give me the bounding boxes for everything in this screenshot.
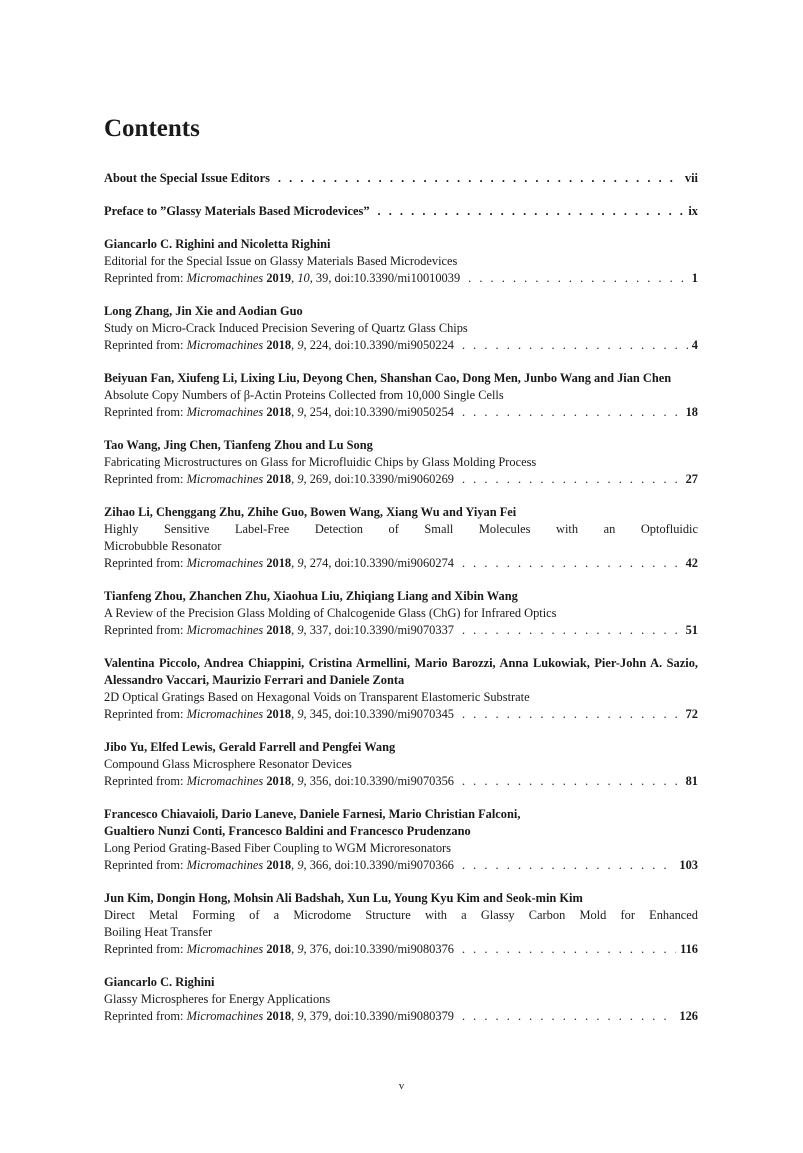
pub-volume: 9 xyxy=(297,707,304,721)
toc-entry-authors: Jibo Yu, Elfed Lewis, Gerald Farrell and Pengfei Wang xyxy=(104,740,396,754)
toc-entry-authors: Beiyuan Fan, Xiufeng Li, Lixing Liu, Deyong Chen, Shanshan Cao, Dong Men, Junbo Wang and Jian Chen xyxy=(104,371,672,385)
reprint-prefix: Reprinted from: xyxy=(104,1009,184,1023)
toc-page-number: 72 xyxy=(685,707,698,721)
toc-entry-authors: Gualtiero Nunzi Conti, Francesco Baldini and Francesco Prudenzano xyxy=(104,824,471,838)
toc-entry[interactable] xyxy=(104,890,698,958)
pub-article: 337 xyxy=(309,623,329,637)
toc-page-number: 27 xyxy=(685,472,698,486)
pub-year: 2018 xyxy=(266,858,292,872)
dot-leader xyxy=(462,337,688,354)
toc-entry-reference: Reprinted from: Micromachines 2018, 9, 337, doi:10.3390/mi9070337 . . . 51 xyxy=(104,622,698,639)
toc-page-number: 4 xyxy=(691,338,698,352)
reprint-prefix: Reprinted from: xyxy=(104,623,184,637)
pub-volume: 9 xyxy=(297,472,304,486)
toc-entry-authors: Valentina Piccolo, Andrea Chiappini, Cristina Armellini, Mario Barozzi, Anna Lukowiak, Pier-John A. Sazio, Alessandro Vaccari, Maurizio Ferrari and Daniele Zonta xyxy=(104,656,698,687)
toc-page-number: 81 xyxy=(685,774,698,788)
pub-volume: 9 xyxy=(297,774,304,788)
dot-leader xyxy=(468,270,688,287)
dot-leader xyxy=(278,170,681,187)
toc-entry[interactable] xyxy=(104,437,698,488)
toc-entry-title: Highly Sensitive Label-Free Detection of Small Molecules with an Optofluidic xyxy=(104,522,698,536)
pub-volume: 9 xyxy=(297,1009,304,1023)
pub-article: 366 xyxy=(309,858,329,872)
pub-doi: doi:10.3390/mi9070356 xyxy=(334,774,454,788)
toc-entry-authors: Zihao Li, Chenggang Zhu, Zhihe Guo, Bowen Wang, Xiang Wu and Yiyan Fei xyxy=(104,505,517,519)
pub-doi: doi:10.3390/mi9050224 xyxy=(334,338,454,352)
dot-leader xyxy=(462,857,675,874)
toc-entry-authors: Giancarlo C. Righini and Nicoletta Righini xyxy=(104,237,331,251)
pub-year: 2018 xyxy=(266,774,292,788)
toc-entry-reference: Reprinted from: Micromachines 2018, 9, 224, doi:10.3390/mi9050224 . . . 4 xyxy=(104,337,698,354)
page-number-footer: v xyxy=(398,1080,405,1092)
toc-page-number: 116 xyxy=(680,942,698,956)
toc-entry-title: 2D Optical Gratings Based on Hexagonal Voids on Transparent Elastomeric Substrate xyxy=(104,690,530,704)
pub-article: 224 xyxy=(309,338,329,352)
pub-doi: doi:10.3390/mi9070337 xyxy=(334,623,454,637)
toc-page-number: 1 xyxy=(691,271,698,285)
pub-doi: doi:10.3390/mi9060269 xyxy=(334,472,454,486)
dot-leader xyxy=(462,941,676,958)
toc-entry-reference: Reprinted from: Micromachines 2019, 10, 39, doi:10.3390/mi10010039 . . . 1 xyxy=(104,270,698,287)
toc-entry-reference: Reprinted from: Micromachines 2018, 9, 379, doi:10.3390/mi9080379 . . . 126 xyxy=(104,1008,698,1025)
pub-year: 2018 xyxy=(266,405,292,419)
toc-entry-authors: Tianfeng Zhou, Zhanchen Zhu, Xiaohua Liu, Zhiqiang Liang and Xibin Wang xyxy=(104,589,518,603)
dot-leader xyxy=(462,706,682,723)
toc-entry[interactable] xyxy=(104,974,698,1025)
toc-entry-title: Editorial for the Special Issue on Glassy Materials Based Microdevices xyxy=(104,254,458,268)
pub-volume: 9 xyxy=(297,556,304,570)
reprint-prefix: Reprinted from: xyxy=(104,858,184,872)
pub-doi: doi:10.3390/mi9050254 xyxy=(334,405,454,419)
dot-leader xyxy=(462,1008,675,1025)
journal-name: Micromachines xyxy=(186,1009,264,1023)
toc-entry-title: Compound Glass Microsphere Resonator Devices xyxy=(104,757,352,771)
toc-entry[interactable] xyxy=(104,806,698,874)
pub-doi: doi:10.3390/mi9070366 xyxy=(334,858,454,872)
toc-entry-authors: Giancarlo C. Righini xyxy=(104,975,215,989)
toc-entry-title: Absolute Copy Numbers of β-Actin Proteins Collected from 10,000 Single Cells xyxy=(104,388,504,402)
pub-volume: 9 xyxy=(297,405,304,419)
toc-page-number: ix xyxy=(688,204,698,218)
toc-page-number: 51 xyxy=(685,623,698,637)
toc-entry-reference: Reprinted from: Micromachines 2018, 9, 345, doi:10.3390/mi9070345 . . . 72 xyxy=(104,706,698,723)
pub-volume: 9 xyxy=(297,858,304,872)
pub-doi: doi:10.3390/mi9060274 xyxy=(334,556,454,570)
toc-entry[interactable] xyxy=(104,588,698,639)
toc-entry-authors: Jun Kim, Dongin Hong, Mohsin Ali Badshah, Xun Lu, Young Kyu Kim and Seok-min Kim xyxy=(104,891,583,905)
dot-leader xyxy=(462,471,682,488)
toc-front-matter-label: Preface to ”Glassy Materials Based Microdevices” xyxy=(104,204,370,218)
reprint-prefix: Reprinted from: xyxy=(104,774,184,788)
journal-name: Micromachines xyxy=(186,623,264,637)
pub-year: 2018 xyxy=(266,338,292,352)
toc-entry-title: Direct Metal Forming of a Microdome Structure with a Glassy Carbon Mold for Enhanced xyxy=(104,908,698,922)
toc-page-number: 103 xyxy=(679,858,698,872)
pub-article: 269 xyxy=(309,472,329,486)
toc-entry-authors: Francesco Chiavaioli, Dario Laneve, Daniele Farnesi, Mario Christian Falconi, xyxy=(104,807,521,821)
pub-volume: 10 xyxy=(297,271,310,285)
pub-year: 2018 xyxy=(266,1009,292,1023)
journal-name: Micromachines xyxy=(186,774,264,788)
journal-name: Micromachines xyxy=(186,942,264,956)
journal-name: Micromachines xyxy=(186,472,264,486)
pub-article: 274 xyxy=(309,556,329,570)
pub-year: 2018 xyxy=(266,942,292,956)
toc-entry-title: A Review of the Precision Glass Molding of Chalcogenide Glass (ChG) for Infrared Optics xyxy=(104,606,557,620)
toc-entry-title: Microbubble Resonator xyxy=(104,539,222,553)
toc-entry-title: Fabricating Microstructures on Glass for Microfluidic Chips by Glass Molding Process xyxy=(104,455,537,469)
pub-article: 39 xyxy=(315,271,329,285)
reprint-prefix: Reprinted from: xyxy=(104,405,184,419)
journal-name: Micromachines xyxy=(186,405,264,419)
toc-entry-title: Study on Micro-Crack Induced Precision Severing of Quartz Glass Chips xyxy=(104,321,468,335)
reprint-prefix: Reprinted from: xyxy=(104,942,184,956)
toc-entry-title: Boiling Heat Transfer xyxy=(104,925,213,939)
toc-entry[interactable] xyxy=(104,236,698,287)
reprint-prefix: Reprinted from: xyxy=(104,707,184,721)
toc-page-number: 126 xyxy=(679,1009,698,1023)
pub-article: 379 xyxy=(309,1009,329,1023)
pub-doi: doi:10.3390/mi9080379 xyxy=(334,1009,454,1023)
toc-front-matter-item[interactable] xyxy=(104,203,698,220)
pub-doi: doi:10.3390/mi10010039 xyxy=(334,271,461,285)
pub-year: 2018 xyxy=(266,556,292,570)
toc-entry[interactable] xyxy=(104,504,698,572)
dot-leader xyxy=(378,203,685,220)
toc-page-number: vii xyxy=(684,171,698,185)
pub-volume: 9 xyxy=(297,623,304,637)
pub-year: 2018 xyxy=(266,623,292,637)
dot-leader xyxy=(462,404,682,421)
dot-leader xyxy=(462,622,682,639)
toc-entry-reference: Reprinted from: Micromachines 2018, 9, 269, doi:10.3390/mi9060269 . . . 27 xyxy=(104,471,698,488)
pub-article: 345 xyxy=(309,707,329,721)
toc-entry-reference: Reprinted from: Micromachines 2018, 9, 366, doi:10.3390/mi9070366 . . . 103 xyxy=(104,857,698,874)
pub-doi: doi:10.3390/mi9080376 xyxy=(334,942,454,956)
reprint-prefix: Reprinted from: xyxy=(104,556,184,570)
pub-year: 2018 xyxy=(266,472,292,486)
pub-volume: 9 xyxy=(297,942,304,956)
journal-name: Micromachines xyxy=(186,707,264,721)
reprint-prefix: Reprinted from: xyxy=(104,271,184,285)
toc-page-number: 18 xyxy=(685,405,698,419)
toc-entry[interactable] xyxy=(104,370,698,421)
reprint-prefix: Reprinted from: xyxy=(104,338,184,352)
toc-entry[interactable] xyxy=(104,655,698,723)
page-title: Contents xyxy=(104,115,200,142)
journal-name: Micromachines xyxy=(186,338,264,352)
toc-entry-reference: Reprinted from: Micromachines 2018, 9, 254, doi:10.3390/mi9050254 . . . 18 xyxy=(104,404,698,421)
toc-front-matter-label: About the Special Issue Editors xyxy=(104,171,270,185)
toc-entry-title: Long Period Grating-Based Fiber Coupling to WGM Microresonators xyxy=(104,841,452,855)
toc-entry-reference: Reprinted from: Micromachines 2018, 9, 356, doi:10.3390/mi9070356 . . . 81 xyxy=(104,773,698,790)
reprint-prefix: Reprinted from: xyxy=(104,472,184,486)
toc-front-matter-item[interactable] xyxy=(104,170,698,187)
pub-doi: doi:10.3390/mi9070345 xyxy=(334,707,454,721)
dot-leader xyxy=(462,555,682,572)
pub-article: 254 xyxy=(309,405,329,419)
journal-name: Micromachines xyxy=(186,271,264,285)
toc-entry-authors: Long Zhang, Jin Xie and Aodian Guo xyxy=(104,304,303,318)
journal-name: Micromachines xyxy=(186,858,264,872)
table-of-contents xyxy=(104,170,698,1041)
toc-entry[interactable] xyxy=(104,739,698,790)
pub-year: 2018 xyxy=(266,707,292,721)
pub-article: 356 xyxy=(309,774,329,788)
toc-entry[interactable] xyxy=(104,303,698,354)
pub-article: 376 xyxy=(309,942,329,956)
pub-year: 2019 xyxy=(266,271,292,285)
toc-entry-title: Glassy Microspheres for Energy Applications xyxy=(104,992,331,1006)
pub-volume: 9 xyxy=(297,338,304,352)
toc-entry-reference: Reprinted from: Micromachines 2018, 9, 376, doi:10.3390/mi9080376 . . . 116 xyxy=(104,941,698,958)
toc-entry-reference: Reprinted from: Micromachines 2018, 9, 274, doi:10.3390/mi9060274 . . . 42 xyxy=(104,555,698,572)
dot-leader xyxy=(462,773,682,790)
toc-entry-authors: Tao Wang, Jing Chen, Tianfeng Zhou and Lu Song xyxy=(104,438,373,452)
toc-page-number: 42 xyxy=(685,556,698,570)
journal-name: Micromachines xyxy=(186,556,264,570)
